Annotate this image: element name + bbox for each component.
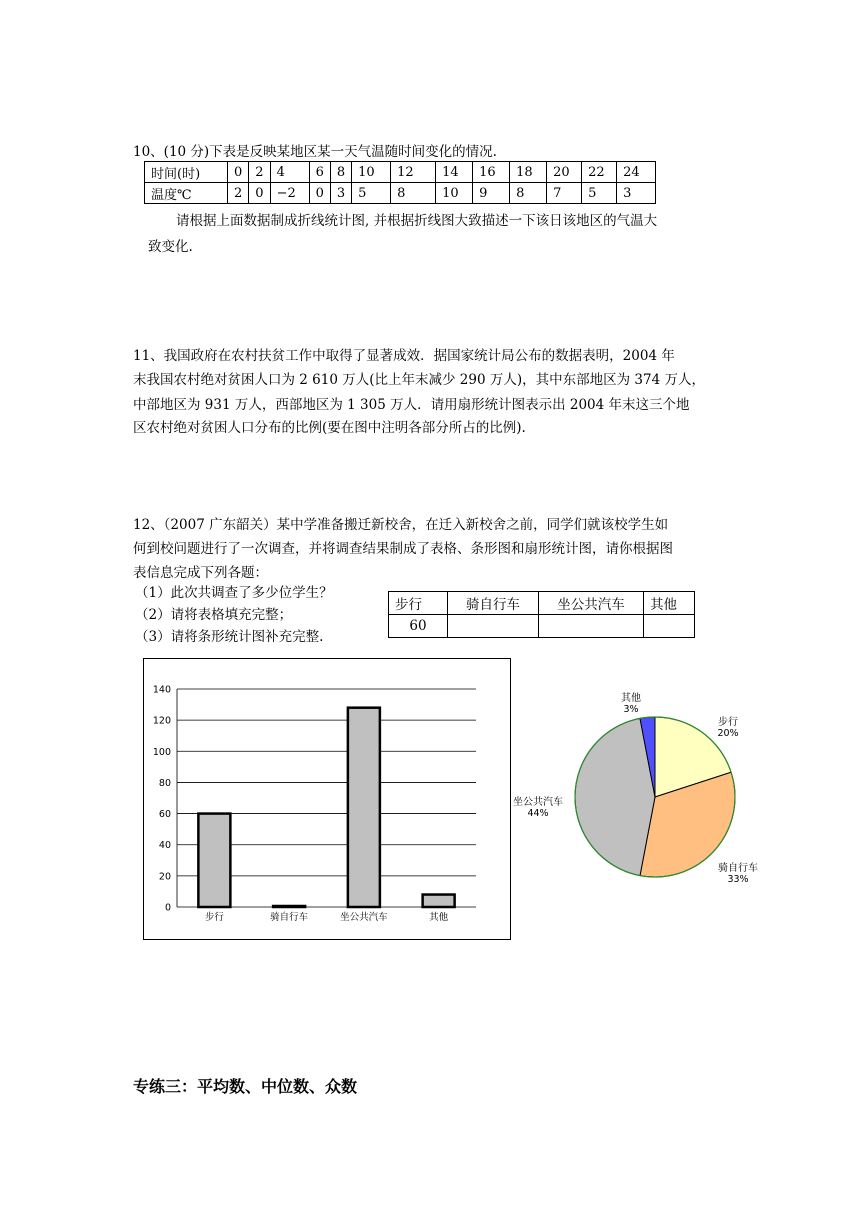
q12-header-other: 其他 xyxy=(644,592,695,615)
y-tick-label: 20 xyxy=(158,871,171,883)
q12-table xyxy=(388,591,695,638)
q12-subquestions xyxy=(135,582,333,648)
q12-value-bike xyxy=(448,615,539,638)
bar xyxy=(273,906,305,907)
time-cell: 22 xyxy=(582,162,617,183)
y-tick-label: 60 xyxy=(158,809,171,821)
time-cell: 10 xyxy=(352,162,391,183)
temp-cell: 8 xyxy=(391,183,436,204)
pie-label: 其他 xyxy=(621,693,641,704)
x-tick-label: 骑自行车 xyxy=(270,912,309,923)
y-tick-label: 80 xyxy=(158,777,171,789)
q10-table xyxy=(144,161,656,204)
pie-label: 步行 xyxy=(718,717,738,728)
temp-row xyxy=(145,183,656,204)
q12-line-1: 12、（2007 广东韶关）某中学准备搬迁新校舍，在迁入新校舍之前，同学们就该校学生如 xyxy=(133,517,669,533)
pie-label: 骑自行车 xyxy=(718,863,758,874)
q12-sub-1: （1）此次共调查了多少位学生？ xyxy=(135,585,333,601)
bar-chart-frame xyxy=(143,658,511,940)
bar-chart xyxy=(144,659,510,939)
time-cell: 8 xyxy=(330,162,351,183)
temp-cell: 5 xyxy=(582,183,617,204)
section-title: 专练三：平均数、中位数、众数 xyxy=(133,1077,358,1096)
time-cell: 0 xyxy=(228,162,249,183)
pie-percent-label: 44% xyxy=(527,808,549,819)
temp-cell: 3 xyxy=(617,183,656,204)
q11-line-3: 中部地区为 931 万人，西部地区为 1 305 万人．请用扇形统计图表示出 2004 年末这三个地 xyxy=(133,397,690,413)
temp-cell: 0 xyxy=(249,183,270,204)
time-cell: 16 xyxy=(473,162,510,183)
bar xyxy=(423,895,455,907)
q12-sub-3: （3）请将条形统计图补充完整. xyxy=(135,629,324,645)
pie-chart xyxy=(500,685,790,895)
time-cell: 12 xyxy=(391,162,436,183)
time-cell: 2 xyxy=(249,162,270,183)
temp-cell: 0 xyxy=(309,183,330,204)
temp-cell: 7 xyxy=(547,183,582,204)
q12-line-2: 何到校问题进行了一次调查，并将调查结果制成了表格、条形图和扇形统计图，请你根据图 xyxy=(133,541,673,557)
time-cell: 20 xyxy=(547,162,582,183)
q12-value-walk: 60 xyxy=(389,615,448,638)
q12-line-3: 表信息完成下列各题： xyxy=(133,565,268,581)
y-tick-label: 140 xyxy=(152,684,171,696)
temp-cell: 8 xyxy=(510,183,547,204)
y-tick-label: 100 xyxy=(152,746,171,758)
q11-line-2: 末我国农村绝对贫困人口为 2 610 万人(比上年末减少 290 万人)，其中东部地区为 374 万人， xyxy=(133,372,705,388)
q10-instruction-2: 致变化. xyxy=(148,239,193,255)
temp-cell: 5 xyxy=(352,183,391,204)
bar xyxy=(348,708,380,907)
q12-header-bus: 坐公共汽车 xyxy=(539,592,644,615)
pie-percent-label: 33% xyxy=(727,874,749,885)
temp-cell: 3 xyxy=(330,183,351,204)
time-cell: 6 xyxy=(309,162,330,183)
y-tick-label: 0 xyxy=(164,902,171,914)
y-tick-label: 120 xyxy=(152,715,171,727)
pie-label: 坐公共汽车 xyxy=(513,797,563,808)
temp-cell: 10 xyxy=(436,183,473,204)
temp-cell: 2 xyxy=(228,183,249,204)
q12-value-bus xyxy=(539,615,644,638)
bar xyxy=(198,814,230,907)
time-cell: 24 xyxy=(617,162,656,183)
temp-row-header: 温度℃ xyxy=(145,183,228,204)
time-cell: 18 xyxy=(510,162,547,183)
q10-text: 10、(10 分)下表是反映某地区某一天气温随时间变化的情况. xyxy=(133,144,497,160)
q11-line-1: 11、我国政府在农村扶贫工作中取得了显著成效．据国家统计局公布的数据表明，2004 年 xyxy=(133,348,675,364)
time-row-header: 时间(时) xyxy=(145,162,228,183)
pie-slice xyxy=(575,718,655,875)
temp-cell: −2 xyxy=(270,183,309,204)
temp-cell: 9 xyxy=(473,183,510,204)
q12-value-other xyxy=(644,615,695,638)
q10-instruction-1: 请根据上面数据制成折线统计图, 并根据折线图大致描述一下该日该地区的气温大 xyxy=(176,213,658,229)
y-tick-label: 40 xyxy=(158,840,171,852)
q12-table-header-row xyxy=(389,592,695,615)
x-tick-label: 坐公共汽车 xyxy=(340,912,388,923)
q12-header-bike: 骑自行车 xyxy=(448,592,539,615)
x-tick-label: 步行 xyxy=(204,912,224,923)
x-tick-label: 其他 xyxy=(429,912,449,923)
q11-line-4: 区农村绝对贫困人口分布的比例(要在图中注明各部分所占的比例). xyxy=(133,420,526,436)
time-row xyxy=(145,162,656,183)
q12-header-walk: 步行 xyxy=(389,592,448,615)
time-cell: 14 xyxy=(436,162,473,183)
pie-percent-label: 20% xyxy=(717,728,739,739)
q12-table-value-row xyxy=(389,615,695,638)
q12-sub-2: （2）请将表格填充完整； xyxy=(135,607,293,623)
time-cell: 4 xyxy=(270,162,309,183)
pie-percent-label: 3% xyxy=(623,704,639,715)
